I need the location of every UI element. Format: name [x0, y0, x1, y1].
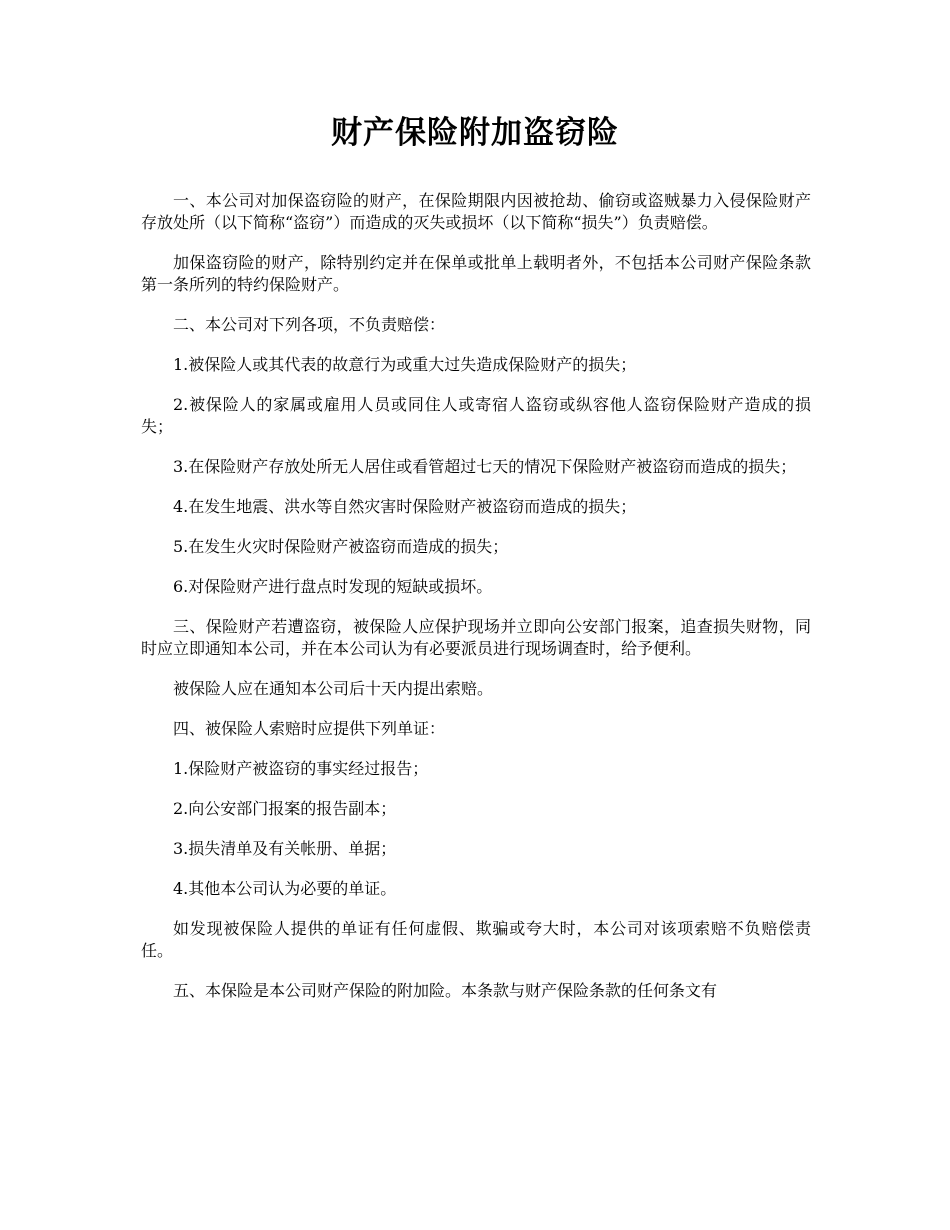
- paragraph: 加保盗窃险的财产，除特别约定并在保单或批单上载明者外，不包括本公司财产保险条款第一条所列的特约保险财产。: [141, 253, 811, 294]
- paragraph: 5.在发生火灾时保险财产被盗窃而造成的损失；: [173, 537, 509, 556]
- document-title: 财产保险附加盗窃险: [331, 115, 619, 151]
- paragraph: 3.损失清单及有关帐册、单据；: [173, 839, 397, 858]
- paragraph: 6.对保险财产进行盘点时发现的短缺或损坏。: [173, 577, 493, 596]
- paragraph: 三、保险财产若遭盗窃，被保险人应保护现场并立即向公安部门报案，追查损失财物，同时应立即通知本公司，并在本公司认为有必要派员进行现场调查时，给予便利。: [141, 617, 811, 658]
- document-body: [141, 190, 811, 1020]
- paragraph: 如发现被保险人提供的单证有任何虚假、欺骗或夸大时，本公司对该项索赔不负赔偿责任。: [141, 919, 811, 960]
- paragraph: 4.在发生地震、洪水等自然灾害时保险财产被盗窃而造成的损失；: [173, 497, 637, 516]
- paragraph: 2.向公安部门报案的报告副本；: [173, 799, 397, 818]
- paragraph: 1.保险财产被盗窃的事实经过报告；: [173, 759, 429, 778]
- paragraph: 4.其他本公司认为必要的单证。: [173, 879, 397, 898]
- paragraph: 一、本公司对加保盗窃险的财产，在保险期限内因被抢劫、偷窃或盗贼暴力入侵保险财产存放处所（以下简称“盗窃”）而造成的灭失或损坏（以下简称“损失”）负责赔偿。: [141, 191, 811, 232]
- paragraph: 3.在保险财产存放处所无人居住或看管超过七天的情况下保险财产被盗窃而造成的损失；: [173, 457, 797, 476]
- paragraph: 1.被保险人或其代表的故意行为或重大过失造成保险财产的损失；: [173, 355, 637, 374]
- paragraph: 被保险人应在通知本公司后十天内提出索赔。: [173, 679, 494, 698]
- paragraph: 二、本公司对下列各项，不负责赔偿：: [173, 315, 446, 334]
- paragraph: 2.被保险人的家属或雇用人员或同住人或寄宿人盗窃或纵容他人盗窃保险财产造成的损失；: [141, 395, 811, 436]
- paragraph: 四、被保险人索赔时应提供下列单证：: [173, 719, 446, 738]
- paragraph: 五、本保险是本公司财产保险的附加险。本条款与财产保险条款的任何条文有: [173, 981, 718, 1000]
